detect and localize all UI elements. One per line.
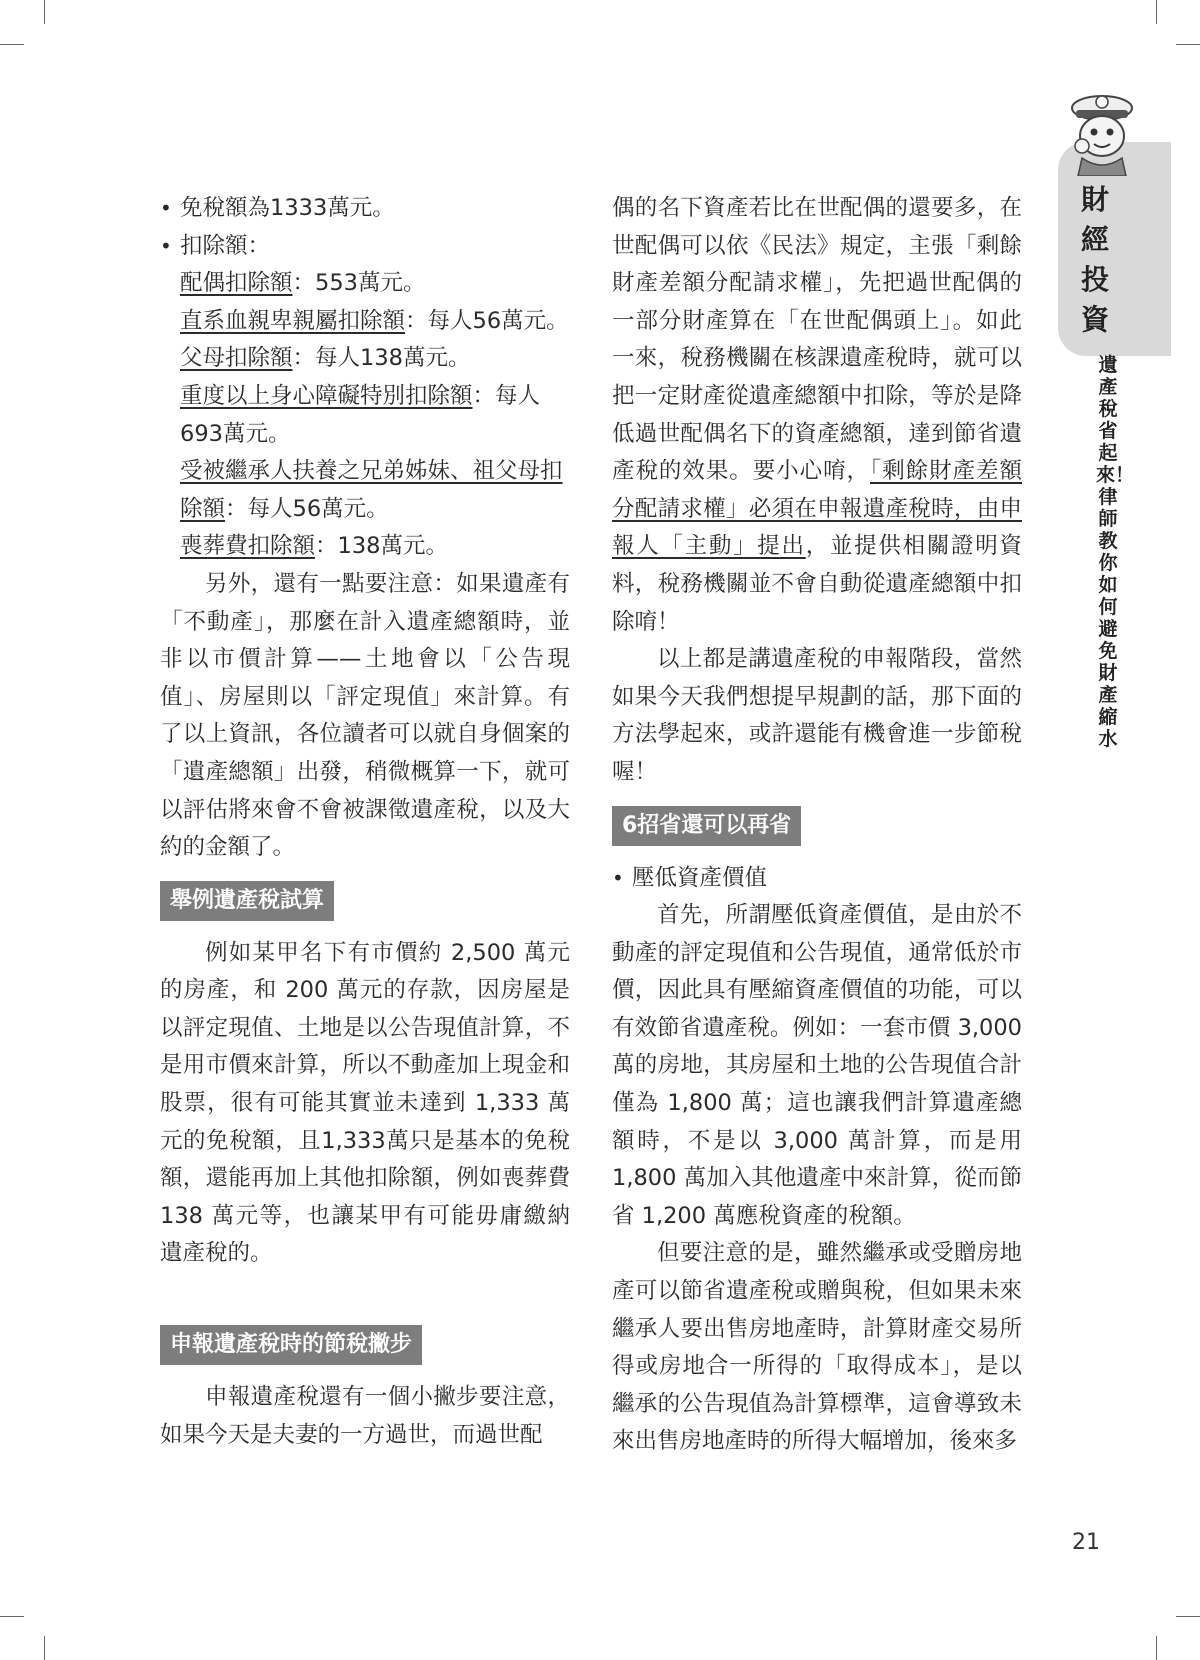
deduction-item [180, 265, 570, 303]
paragraph-first: 首先，所謂壓低資產價值，是由於不動產的評定現值和公告現值，通常低於市價，因此具有壓縮資產價值的功能，可以有效節省遺產稅。例如：一套市價 3,000 萬的房地，其房屋和土地的公告現值合計僅為 1,800 萬；這也讓我們計算遺產總額時，不是以 3,000 萬計算，而是用 1,800 萬加入其他遺產中來計算，從而節省 1,200 萬應稅資產的稅額。 [612, 902, 1022, 1229]
paragraph-spouse-part-b: ，並提供相關證明資料，稅務機關並不會自動從遺產總額中扣除唷！ [612, 533, 1022, 635]
crop-mark [1156, 0, 1157, 24]
deduction-value: ：每人56萬元。 [225, 495, 389, 522]
deduction-label: 配偶扣除額 [180, 270, 293, 297]
left-column [160, 190, 570, 1454]
right-column [612, 190, 1022, 1461]
section-heading-six-tips: 6招省還可以再省 [612, 806, 801, 846]
crop-mark [44, 1636, 45, 1660]
deduction-value: ：每人56萬元。 [405, 307, 569, 334]
bullet-deductions: • 扣除額： [160, 228, 570, 266]
paragraph-spouse-underlined: 「剩餘財產差額分配請求權」必須在申報遺產稅時，由申報人「主動」提出 [612, 458, 1022, 560]
police-mascot-icon [1062, 86, 1142, 176]
deduction-value: ：553萬元。 [292, 270, 426, 297]
paragraph-but: 但要注意的是，雖然繼承或受贈房地產可以節省遺產稅或贈與稅，但如果未來繼承人要出售房地產時，計算財產交易所得或房地合一所得的「取得成本」，是以繼承的公告現值為計算標準，這會導致未來出售房地產時的所得大幅增加，後來多 [612, 1240, 1022, 1455]
paragraph-spouse [612, 190, 1022, 641]
crop-mark [0, 1616, 24, 1617]
paragraph-spouse-part-a: 偶的名下資產若比在世配偶的還要多，在世配偶可以依《民法》規定，主張「剩餘財產差額分配請求權」，先把過世配偶的一部分財產算在「在世配偶頭上」。如此一來，稅務機關在核課遺產稅時，就可以把一定財產從遺產總額中扣除，等於是降低過世配偶名下的資產總額，達到節省遺產稅的效果。要小心唷， [612, 195, 1022, 485]
crop-mark [1156, 1636, 1157, 1660]
crop-mark [1176, 44, 1200, 45]
deduction-value: ：每人693萬元。 [180, 382, 541, 447]
section-heading-filing: 申報遺產稅時的節稅撇步 [160, 1325, 422, 1365]
paragraph-real-estate: 另外，還有一點要注意：如果遺產有「不動產」，那麼在計入遺產總額時，並非以市價計算——土地會以「公告現值」、房屋則以「評定現值」來計算。有了以上資訊，各位讀者可以就自身個案的「遺產總額」出發，稍微概算一下，就可以評估將來會不會被課徵遺產稅，以及大約的金額了。 [160, 570, 570, 861]
bullet-lower-value: • 壓低資產價值 [612, 860, 1022, 898]
crop-mark [1176, 1616, 1200, 1617]
deduction-label: 直系血親卑親屬扣除額 [180, 307, 406, 334]
deduction-list [160, 265, 570, 566]
section-heading-example: 舉例遺產稅試算 [160, 881, 334, 921]
deduction-item [180, 453, 570, 528]
paragraph-summary: 以上都是講遺產稅的申報階段，當然如果今天我們想提早規劃的話，那下面的方法學起來，或許還能有機會進一步節稅喔！ [612, 646, 1022, 785]
page-number: 21 [1072, 1530, 1100, 1555]
deduction-item [180, 340, 570, 378]
chapter-title-vertical: 遺產稅省起來！律師教你如何避免財產縮水 [1096, 354, 1135, 750]
deduction-label: 喪葬費扣除額 [180, 533, 316, 560]
crop-mark [44, 0, 45, 24]
deduction-item [180, 303, 570, 341]
deduction-label: 受被繼承人扶養之兄弟姊妹、祖父母扣除額 [180, 458, 563, 522]
deduction-item [180, 528, 570, 566]
deduction-value: ：每人138萬元。 [292, 345, 471, 372]
deduction-value: ：138萬元。 [315, 533, 448, 560]
deduction-label: 父母扣除額 [180, 345, 293, 372]
deduction-item [180, 378, 570, 453]
paragraph-example: 例如某甲名下有市價約 2,500 萬元的房產，和 200 萬元的存款，因房屋是以評定現值、土地是以公告現值計算，不是用市價來計算，所以不動產加上現金和股票，很有可能其實並未達到 1,333 萬元的免稅額，且1,333萬只是基本的免稅額，還能再加上其他扣除額，例如喪葬費 138 萬元等，也讓某甲有可能毋庸繳納遺產稅的。 [160, 939, 570, 1267]
paragraph-filing: 申報遺產稅還有一個小撇步要注意，如果今天是夫妻的一方過世，而過世配 [160, 1384, 570, 1448]
bullet-exemption: • 免稅額為1333萬元。 [160, 190, 570, 228]
chapter-label: 財經投資 [1080, 183, 1109, 336]
crop-mark [0, 44, 24, 45]
deduction-label: 重度以上身心障礙特別扣除額 [180, 382, 473, 409]
